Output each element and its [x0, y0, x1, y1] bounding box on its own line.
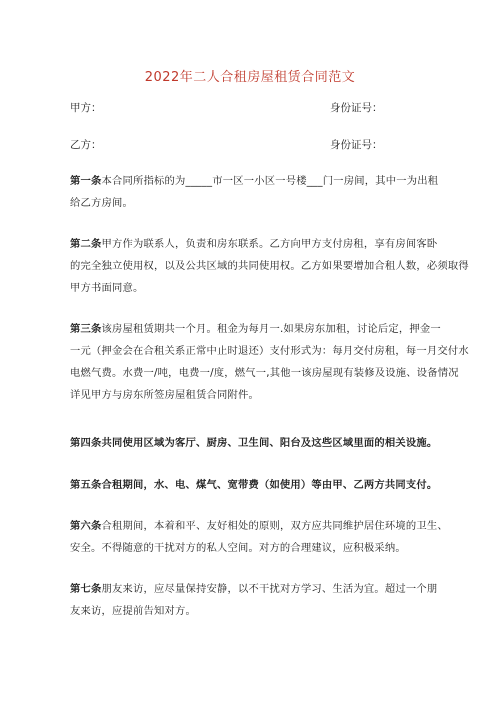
article-1 [70, 170, 439, 214]
party-a-id-label: 身份证号： [330, 102, 383, 114]
article-7 [70, 578, 438, 622]
party-b-row [70, 137, 450, 153]
article-3-line-3: 电燃气费。水费一/吨，电费一/度，燃气一,其他一该房屋现有装修及设施、设备情况 [70, 367, 459, 379]
document-title: 2022年二人合租房屋租赁合同范文 [144, 70, 356, 85]
article-2-head: 第二条 [70, 238, 102, 250]
article-4 [70, 432, 438, 454]
party-a-row [70, 100, 450, 116]
article-2-line-1: 第二条甲方作为联系人，负责和房东联系。乙方向甲方支付房租，享有房间客卧 [70, 238, 438, 250]
article-6-line-2: 安全。不得随意的干扰对方的私人空间。对方的合理建议，应积极采纳。 [70, 542, 406, 554]
article-7-head: 第七条 [70, 583, 102, 595]
article-4-line-1: 第四条共同使用区域为客厅、厨房、卫生间、阳台及这些区域里面的相关设施。 [70, 437, 438, 449]
party-a-label: 甲方： [70, 102, 102, 114]
article-3-line-1: 第三条该房屋租赁期共一个月。租金为每月一.如果房东加租，讨论后定，押金一 [70, 323, 441, 335]
article-6 [70, 515, 448, 559]
article-7-line-2: 友来访，应提前告知对方。 [70, 605, 196, 617]
article-6-line-1: 第六条合租期间，本着和平、友好相处的原则，双方应共同维护居住环境的卫生、 [70, 520, 448, 532]
article-3-line-2: 一元（押金会在合租关系正常中止时退还）支付形式为：每月交付房租，每一月交付水 [70, 345, 469, 357]
article-1-head: 第一条 [70, 175, 102, 187]
article-5 [70, 474, 438, 496]
article-2-line-3: 甲方书面同意。 [70, 282, 144, 294]
article-1-line-1: 第一条本合同所指标的为_____市一区一小区一号楼___门一房间，其中一为出租 [70, 175, 439, 187]
party-b-id-label: 身份证号： [330, 139, 383, 151]
article-2 [70, 233, 469, 299]
article-3-head: 第三条 [70, 323, 102, 335]
article-7-line-1: 第七条朋友来访，应尽量保持安静，以不干扰对方学习、生活为宜。超过一个朋 [70, 583, 438, 595]
article-6-head: 第六条 [70, 520, 102, 532]
article-1-line-2: 给乙方房间。 [70, 197, 133, 209]
party-b-label: 乙方： [70, 139, 102, 151]
article-3-line-4: 详见甲方与房东所签房屋租赁合同附件。 [70, 389, 259, 401]
article-5-line-1: 第五条合租期间，水、电、煤气、宽带费（如使用）等由甲、乙两方共同支付。 [70, 479, 438, 491]
article-3 [70, 318, 469, 406]
article-2-line-2: 的完全独立使用权，以及公共区域的共同使用权。乙方如果要增加合租人数，必须取得 [70, 260, 469, 272]
